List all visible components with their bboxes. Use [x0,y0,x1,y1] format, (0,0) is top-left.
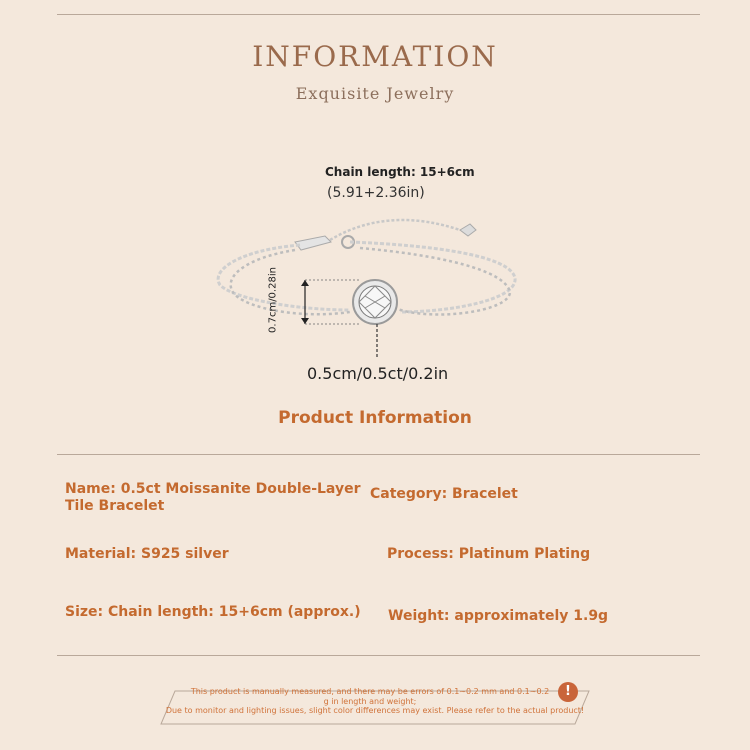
top-divider [57,14,700,15]
product-weight: Weight: approximately 1.9g [388,608,609,624]
notice-text-color: Due to monitor and lighting issues, slight color differences may exist. Please refer to the actual product! [165,706,585,715]
bottom-divider [57,655,700,656]
product-size: Size: Chain length: 15+6cm (approx.) [65,604,361,620]
stone-height-label: 0.7cm/0.28in [267,267,279,333]
bracelet-image [210,200,530,360]
page-subtitle: Exquisite Jewelry [295,84,455,103]
product-name: Name: 0.5ct Moissanite Double-Layer Tile Bracelet [65,481,361,514]
left-chain-lower [231,250,350,314]
product-material: Material: S925 silver [65,546,229,562]
product-category: Category: Bracelet [370,486,518,502]
middle-divider [57,454,700,455]
left-chain-upper [218,245,350,310]
notice-text-measurement: This product is manually measured, and there may be errors of 0.1~0.2 mm and 0.1~0.2 g in length and weight; [190,687,550,706]
chain-length-label: Chain length: 15+6cm [325,165,475,179]
section-title: Product Information [278,408,472,428]
product-process: Process: Platinum Plating [387,546,591,562]
page-title: INFORMATION [252,40,498,73]
clasp [295,236,331,250]
exclamation-icon: ! [558,682,578,702]
chain-tag [460,224,476,236]
chain-length-inches: (5.91+2.36in) [327,185,425,201]
stone-size-label: 0.5cm/0.5ct/0.2in [307,364,449,383]
